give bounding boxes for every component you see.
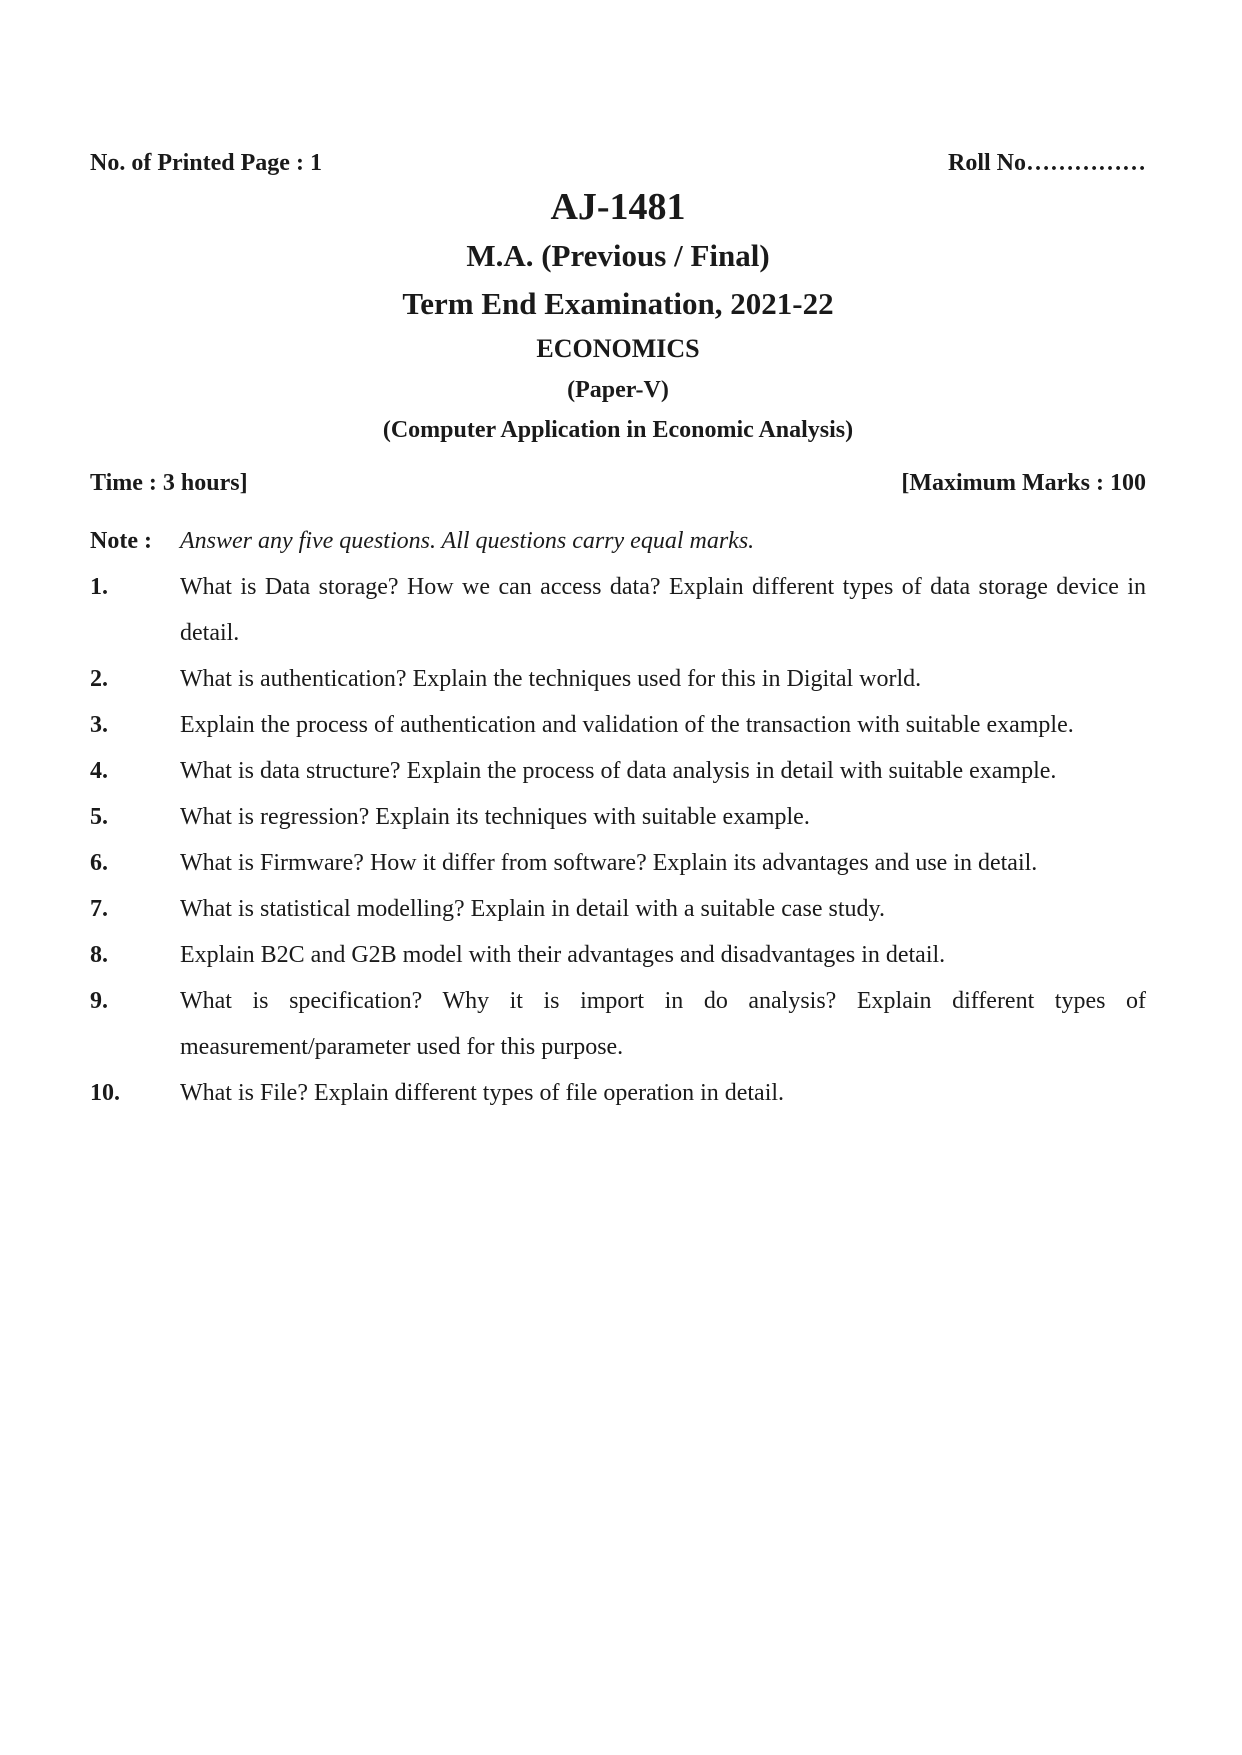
question-text: What is authentication? Explain the techniques used for this in Digital world. [180,666,922,692]
question-list [90,564,1146,1116]
subject-title: ECONOMICS [536,334,700,363]
question-text: What is File? Explain different types of file operation in detail. [180,1080,785,1106]
question-text: Explain B2C and G2B model with their advantages and disadvantages in detail. [180,942,946,968]
question-item [90,702,1146,748]
exam-title: Term End Examination, 2021-22 [402,286,834,321]
paper-number: (Paper-V) [567,377,669,403]
paper-code: AJ-1481 [550,186,686,228]
exam-paper [90,150,1146,1116]
question-number: 4. [90,758,108,784]
meta-row [90,470,1146,518]
question-text: What is specification? Why it is import in do analysis? Explain different types of measurement/parameter used for this purpose. [180,988,1146,1060]
question-text: What is data structure? Explain the process of data analysis in detail with suitable example. [180,758,1057,784]
time-allowed: Time : 3 hours] [90,470,248,496]
question-item [90,794,1146,840]
question-item [90,656,1146,702]
question-text: What is Data storage? How we can access data? Explain different types of data storage device in detail. [180,574,1146,646]
question-item [90,932,1146,978]
question-item [90,1070,1146,1116]
question-number: 1. [90,574,108,600]
question-number: 10. [90,1080,120,1106]
question-item [90,886,1146,932]
question-item [90,978,1146,1070]
question-number: 7. [90,896,108,922]
roll-number: Roll No…………… [948,150,1146,176]
question-number: 5. [90,804,108,830]
printed-pages: No. of Printed Page : 1 [90,150,322,176]
degree-title: M.A. (Previous / Final) [466,238,770,273]
question-number: 2. [90,666,108,692]
question-number: 9. [90,988,108,1014]
question-text: What is Firmware? How it differ from software? Explain its advantages and use in detail. [180,850,1038,876]
question-text: What is statistical modelling? Explain in detail with a suitable case study. [180,896,885,922]
question-item [90,748,1146,794]
question-item [90,564,1146,656]
question-number: 6. [90,850,108,876]
note-label: Note : [90,528,152,554]
maximum-marks: [Maximum Marks : 100 [901,470,1146,496]
question-number: 8. [90,942,108,968]
paper-title: (Computer Application in Economic Analysis) [382,417,854,443]
question-item [90,840,1146,886]
note-text: Answer any five questions. All questions carry equal marks. [180,528,755,554]
question-text: Explain the process of authentication and validation of the transaction with suitable example. [180,712,1074,738]
note [90,518,1146,564]
question-number: 3. [90,712,108,738]
question-text: What is regression? Explain its techniques with suitable example. [180,804,810,830]
